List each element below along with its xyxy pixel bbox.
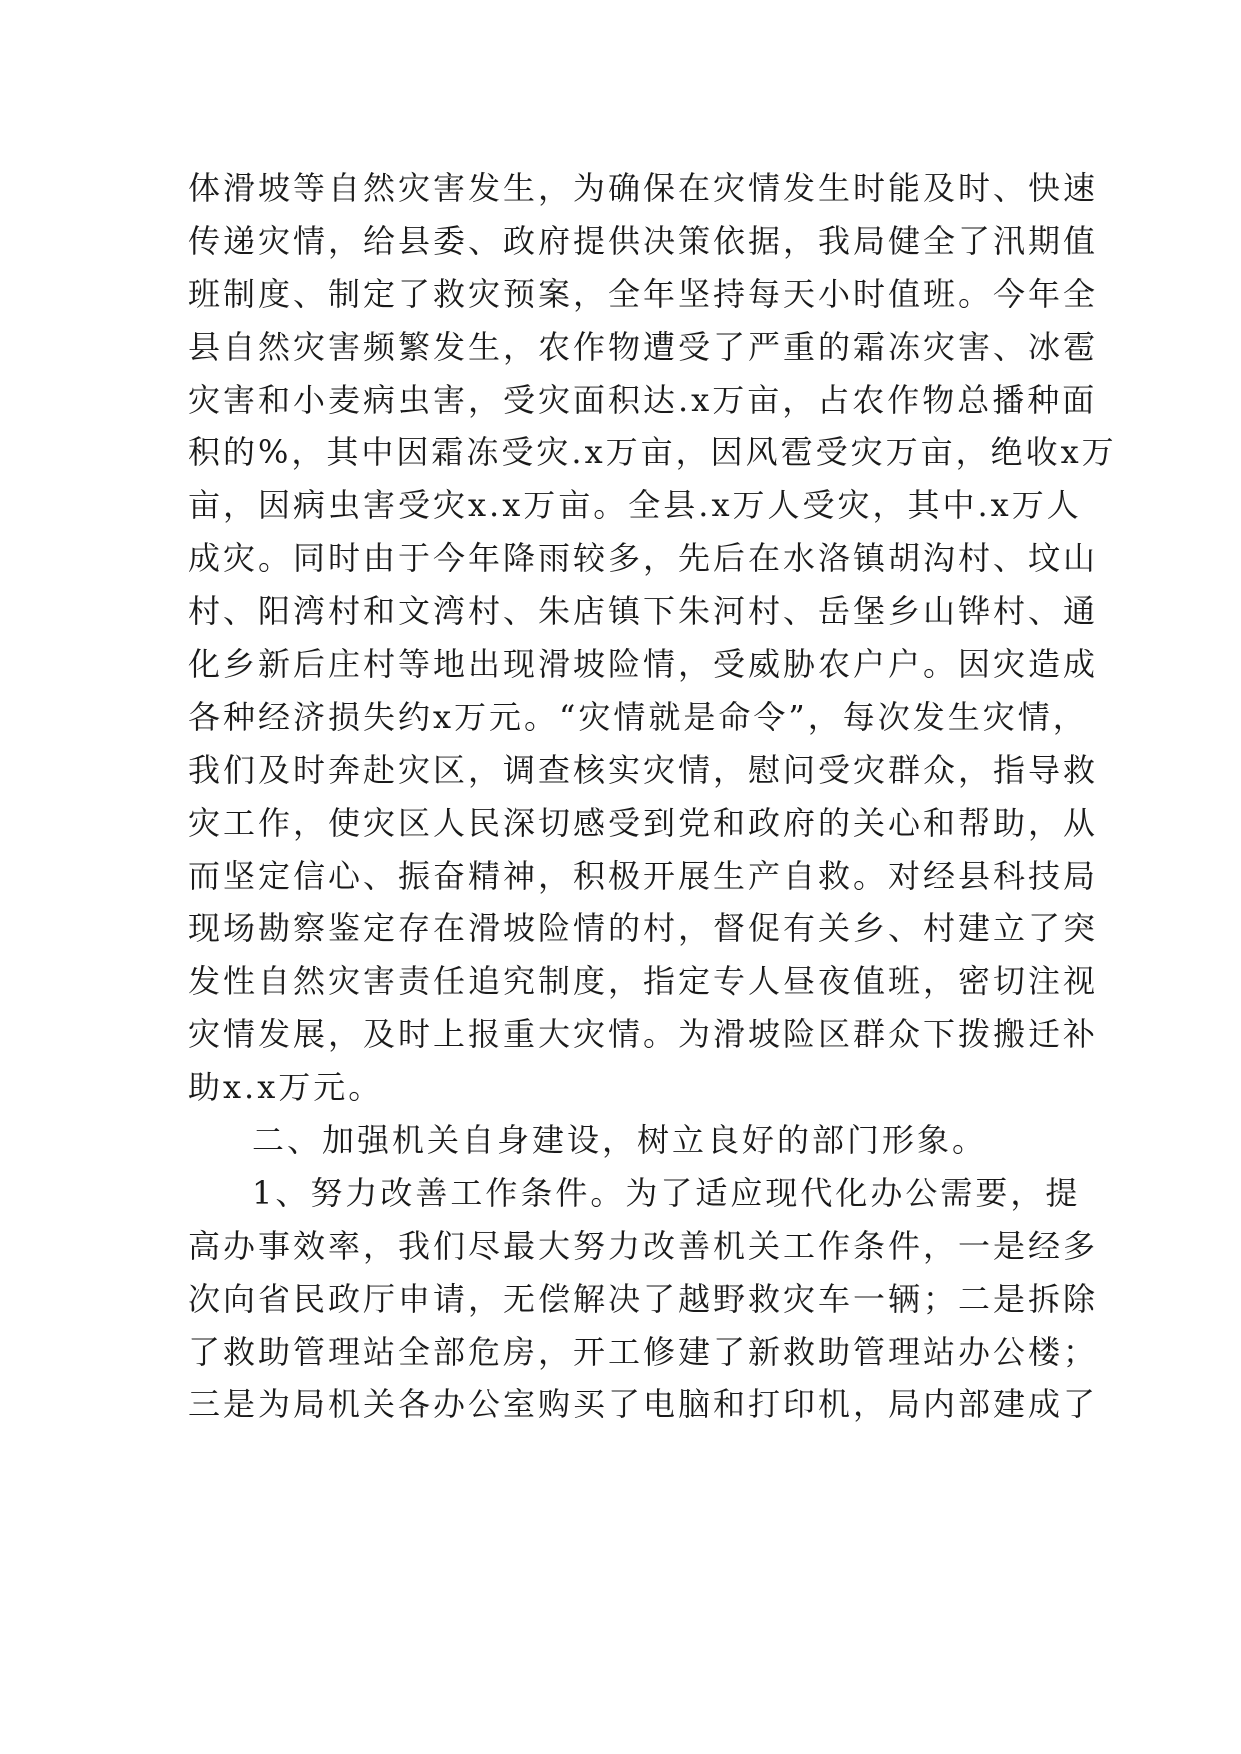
text-line: 次向省民政厅申请，无偿解决了越野救灾车一辆；二是拆除 <box>188 1279 1099 1318</box>
text-line: 化乡新后庄村等地出现滑坡险情，受威胁农户户。因灾造成 <box>188 645 1099 684</box>
text-line: 灾害和小麦病虫害，受灾面积达.x万亩，占农作物总播种面 <box>188 380 1098 419</box>
text-line: 县自然灾害频繁发生，农作物遭受了严重的霜冻灾害、冰雹 <box>188 327 1099 366</box>
text-line: 助x.x万元。 <box>188 1068 384 1107</box>
text-line: 各种经济损失约x万元。“灾情就是命令”，每次发生灾情， <box>188 697 1088 736</box>
text-line: 成灾。同时由于今年降雨较多，先后在水洛镇胡沟村、坟山 <box>188 539 1099 578</box>
text-line: 体滑坡等自然灾害发生，为确保在灾情发生时能及时、快速 <box>188 169 1099 207</box>
text-line: 了救助管理站全部危房，开工修建了新救助管理站办公楼； <box>188 1332 1099 1371</box>
text-line: 发性自然灾害责任追究制度，指定专人昼夜值班，密切注视 <box>188 962 1099 1001</box>
text-line: 传递灾情，给县委、政府提供决策依据，我局健全了汛期值 <box>188 221 1099 260</box>
text-line: 积的%，其中因霜冻受灾.x万亩，因风雹受灾万亩，绝收x万 <box>188 433 1117 472</box>
text-line: 村、阳湾村和文湾村、朱店镇下朱河村、岳堡乡山铧村、通 <box>188 592 1099 631</box>
text-line: 灾工作，使灾区人民深切感受到党和政府的关心和帮助，从 <box>188 803 1099 842</box>
text-line: 1、努力改善工作条件。为了适应现代化办公需要，提 <box>252 1173 1081 1212</box>
text-line: 我们及时奔赴灾区，调查核实灾情，慰问受灾群众，指导救 <box>188 750 1099 789</box>
section-heading: 二、加强机关自身建设，树立良好的部门形象。 <box>252 1121 988 1160</box>
text-line: 而坚定信心、振奋精神，积极开展生产自救。对经县科技局 <box>188 856 1099 895</box>
text-line: 亩，因病虫害受灾x.x万亩。全县.x万人受灾，其中.x万人 <box>188 486 1082 525</box>
text-line: 高办事效率，我们尽最大努力改善机关工作条件，一是经多 <box>188 1226 1099 1265</box>
text-line: 班制度、制定了救灾预案，全年坚持每天小时值班。今年全 <box>188 274 1099 313</box>
text-line: 灾情发展，及时上报重大灾情。为滑坡险区群众下拨搬迁补 <box>188 1015 1099 1054</box>
text-line: 三是为局机关各办公室购买了电脑和打印机，局内部建成了 <box>188 1385 1099 1424</box>
document-body <box>188 162 1117 1431</box>
text-line: 现场勘察鉴定存在滑坡险情的村，督促有关乡、村建立了突 <box>188 909 1099 948</box>
